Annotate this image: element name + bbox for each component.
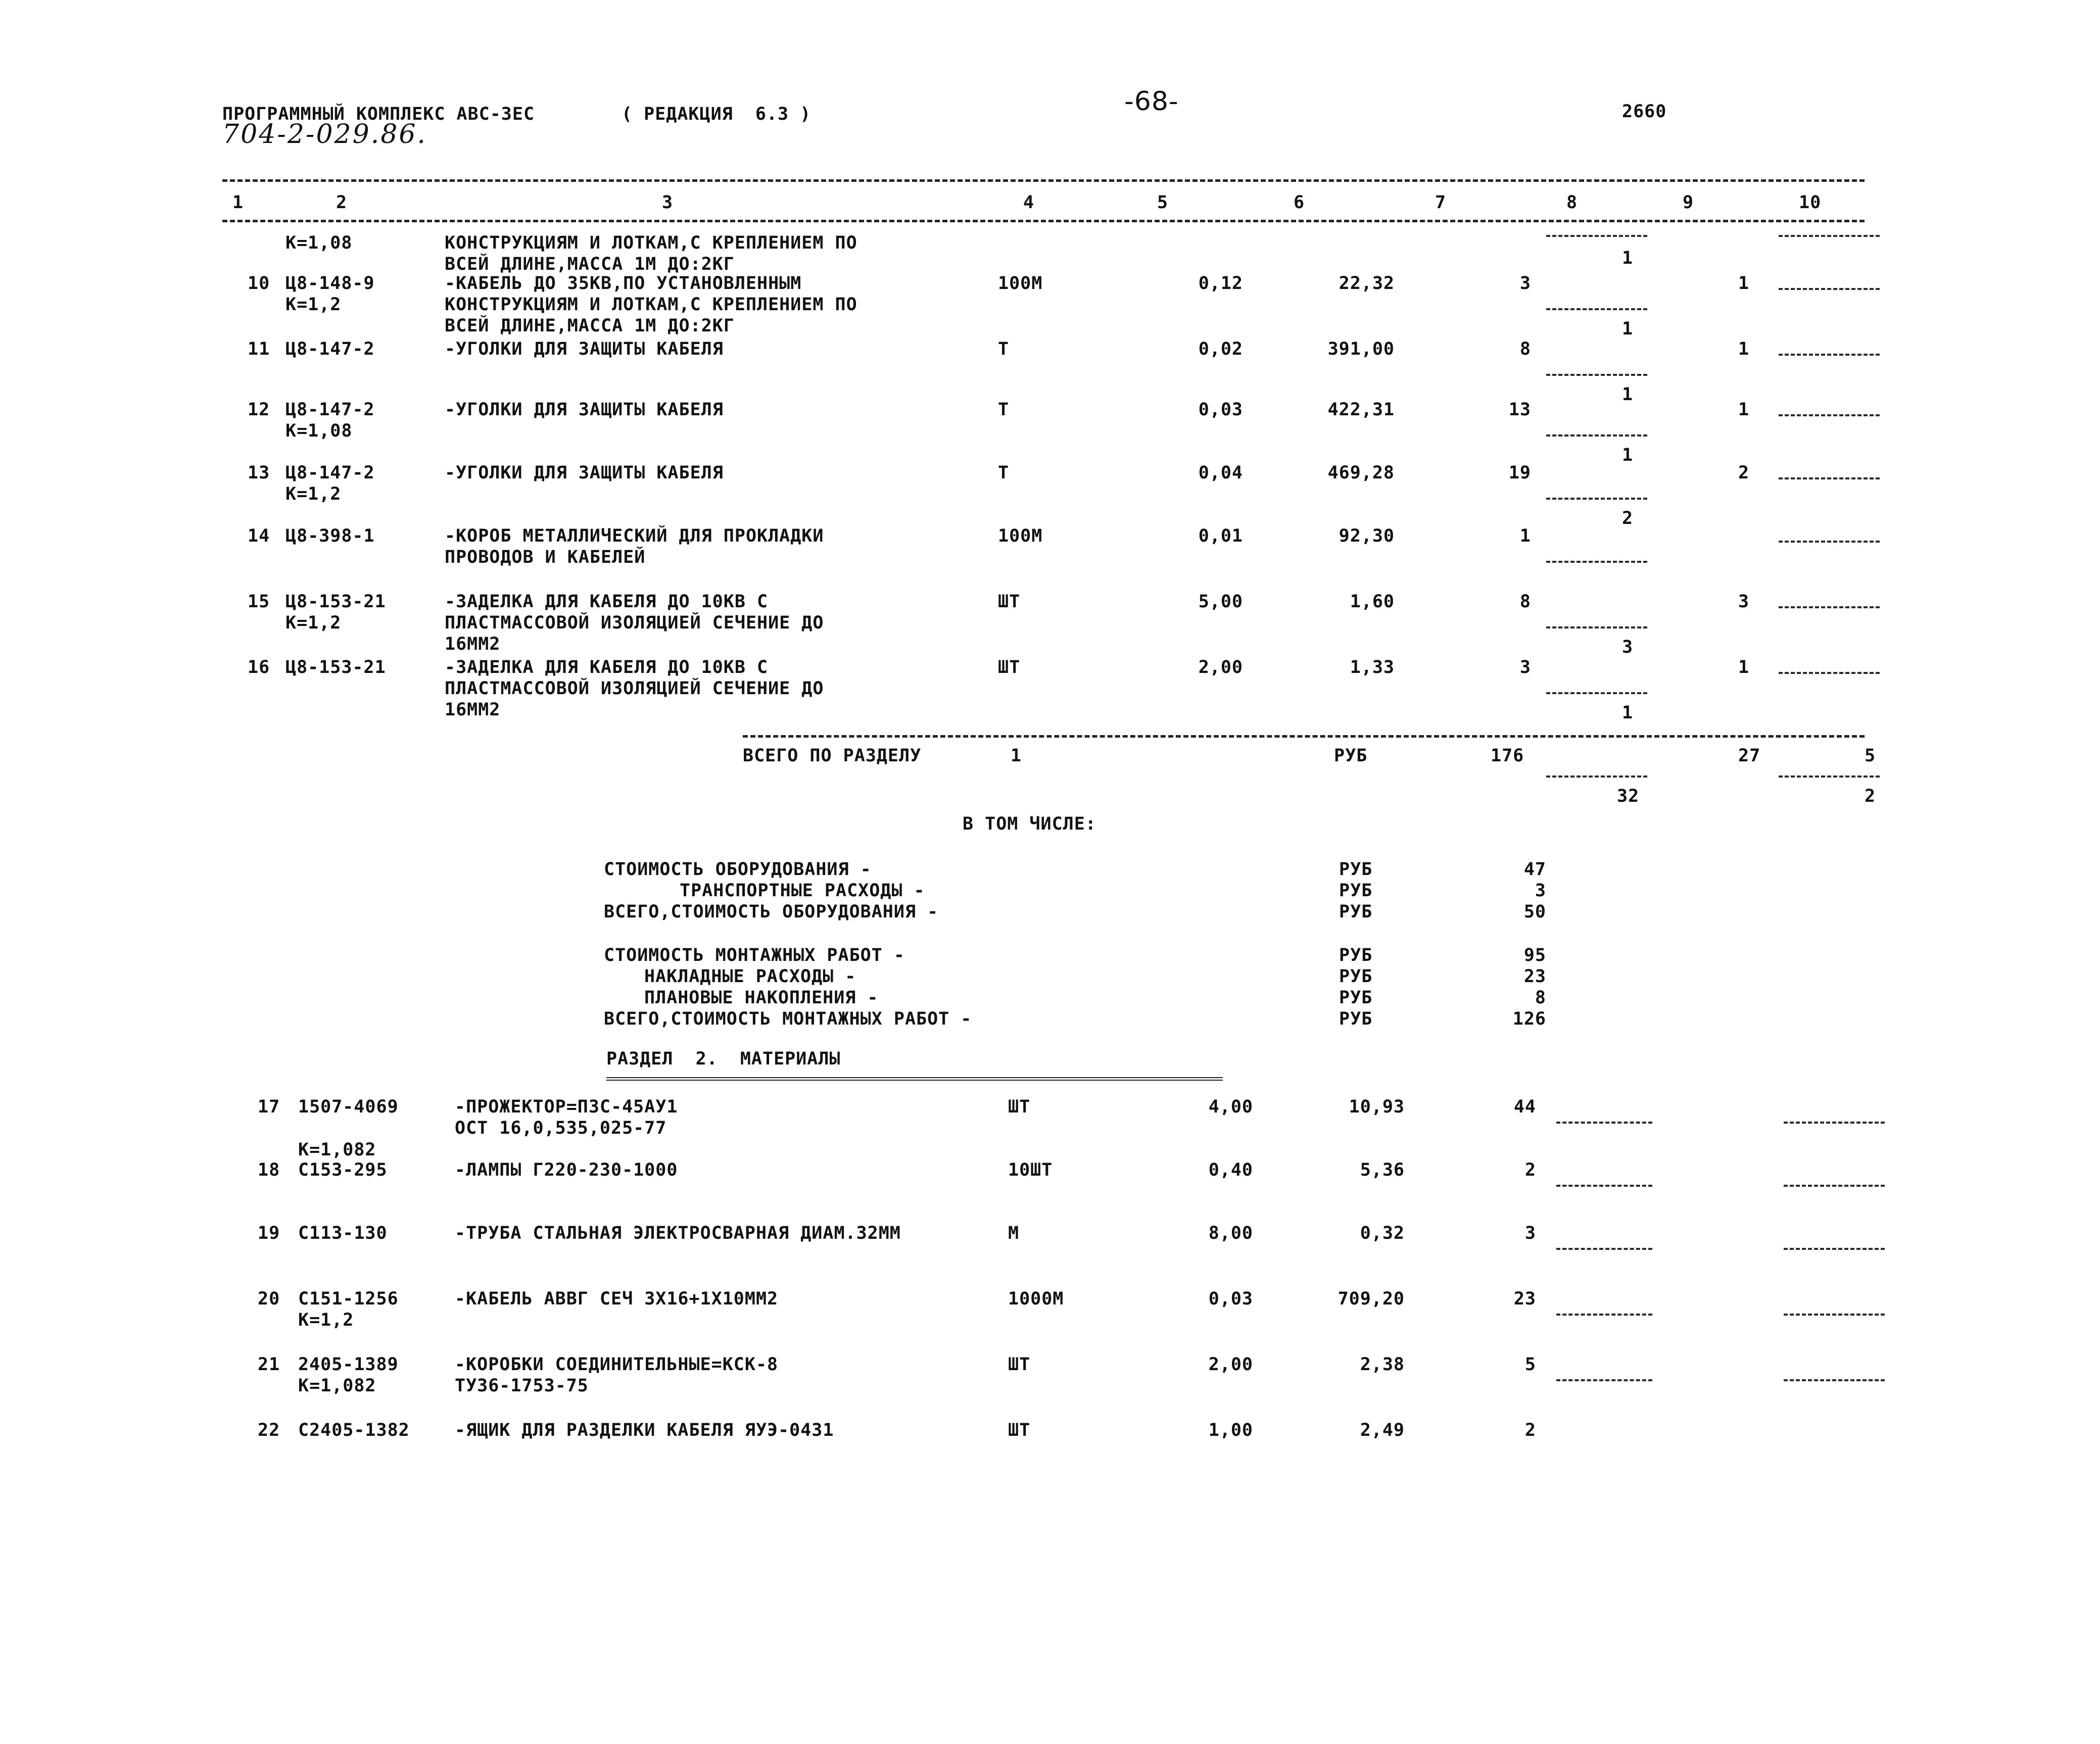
material-code: 1507-4069 bbox=[298, 1097, 399, 1117]
material-col10-line bbox=[1784, 1185, 1885, 1187]
material-quantity: 4,00 bbox=[1208, 1097, 1253, 1117]
material-number: 18 bbox=[258, 1160, 280, 1180]
row-unit: ШТ bbox=[998, 592, 1021, 612]
row-unit: Т bbox=[998, 400, 1010, 420]
row-col9: 2 bbox=[1738, 463, 1750, 483]
row-subtotal: 1 bbox=[1622, 703, 1634, 723]
row-description: -УГОЛКИ ДЛЯ ЗАЩИТЫ КАБЕЛЯ bbox=[445, 400, 724, 420]
material-number: 20 bbox=[258, 1289, 280, 1309]
row-description: ПЛАСТМАССОВОЙ ИЗОЛЯЦИЕЙ СЕЧЕНИЕ ДО bbox=[445, 679, 824, 699]
material-number: 17 bbox=[258, 1097, 280, 1117]
material-number: 22 bbox=[258, 1420, 280, 1440]
row-code: Ц8-148-9 bbox=[285, 273, 375, 294]
material-quantity: 2,00 bbox=[1208, 1354, 1253, 1375]
material-unit: М bbox=[1008, 1223, 1020, 1243]
material-subtotal-line bbox=[1556, 1379, 1652, 1381]
row-col10-line bbox=[1779, 606, 1880, 608]
material-subtotal-line bbox=[1556, 1122, 1652, 1124]
row-subtotal: 2 bbox=[1622, 508, 1634, 528]
row-col10-line bbox=[1779, 477, 1880, 479]
row-coefficient: К=1,2 bbox=[285, 484, 342, 504]
row-description: 16ММ2 bbox=[445, 634, 501, 654]
row-subtotal-line bbox=[1546, 308, 1647, 310]
material-code: С153-295 bbox=[298, 1160, 388, 1180]
row-unit-price: 422,31 bbox=[1327, 400, 1395, 420]
row-description: ПЛАСТМАССОВОЙ ИЗОЛЯЦИЕЙ СЕЧЕНИЕ ДО bbox=[445, 613, 824, 633]
material-description: -КОРОБКИ СОЕДИНИТЕЛЬНЫЕ=КСК-8 bbox=[455, 1354, 779, 1375]
section-total-unit: РУБ bbox=[1334, 746, 1368, 766]
material-description: -ТРУБА СТАЛЬНАЯ ЭЛЕКТРОСВАРНАЯ ДИАМ.32ММ bbox=[455, 1223, 901, 1243]
material-description: ОСТ 16,0,535,025-77 bbox=[455, 1118, 667, 1138]
row-unit-price: 1,60 bbox=[1350, 592, 1395, 612]
row-unit-price: 391,00 bbox=[1327, 339, 1395, 359]
row-subtotal-line bbox=[1546, 434, 1647, 437]
material-description: ТУ36-1753-75 bbox=[455, 1376, 589, 1396]
material-quantity: 8,00 bbox=[1208, 1223, 1253, 1243]
material-quantity: 0,03 bbox=[1208, 1289, 1253, 1309]
row-number: 10 bbox=[248, 273, 270, 294]
doc-code: 2660 bbox=[1622, 102, 1667, 122]
row-unit-price: 469,28 bbox=[1327, 463, 1395, 483]
section2-title: РАЗДЕЛ 2. МАТЕРИАЛЫ bbox=[606, 1049, 841, 1069]
row-subtotal-line bbox=[1546, 498, 1647, 500]
row-description: -ЗАДЕЛКА ДЛЯ КАБЕЛЯ ДО 10КВ С bbox=[445, 657, 769, 677]
including-unit: РУБ bbox=[1339, 966, 1373, 987]
material-unit: ШТ bbox=[1008, 1354, 1031, 1375]
material-coefficient: К=1,082 bbox=[298, 1140, 376, 1160]
total-rule bbox=[743, 735, 1865, 738]
row-unit-price: 1,33 bbox=[1350, 657, 1395, 677]
including-unit: РУБ bbox=[1339, 988, 1373, 1008]
material-description: -КАБЕЛЬ АВВГ СЕЧ 3Х16+1Х10ММ2 bbox=[455, 1289, 779, 1309]
row-quantity: 5,00 bbox=[1198, 592, 1243, 612]
row-description: 16ММ2 bbox=[445, 700, 501, 720]
material-unit: 10ШТ bbox=[1008, 1160, 1053, 1180]
row-subtotal-line bbox=[1546, 626, 1647, 628]
row-subtotal-line bbox=[1546, 561, 1647, 563]
including-value: 47 bbox=[1523, 859, 1546, 880]
row-col10-line bbox=[1779, 414, 1880, 416]
row-quantity: 2,00 bbox=[1198, 657, 1243, 677]
row-col9: 1 bbox=[1738, 273, 1750, 294]
section-total-col10: 5 bbox=[1865, 746, 1876, 766]
material-total: 2 bbox=[1524, 1160, 1536, 1180]
material-col10-line bbox=[1784, 1379, 1885, 1381]
row-description: КОНСТРУКЦИЯМ И ЛОТКАМ,С КРЕПЛЕНИЕМ ПО bbox=[445, 295, 857, 315]
row-unit-price: 92,30 bbox=[1339, 526, 1395, 546]
row-total: 8 bbox=[1519, 339, 1531, 359]
material-unit-price: 5,36 bbox=[1360, 1160, 1405, 1180]
row-unit: ШТ bbox=[998, 657, 1021, 677]
row-col9: 1 bbox=[1738, 339, 1750, 359]
row-subtotal-line bbox=[1546, 235, 1647, 237]
row-description: КОНСТРУКЦИЯМ И ЛОТКАМ,С КРЕПЛЕНИЕМ ПО bbox=[445, 233, 857, 253]
row-col9: 1 bbox=[1738, 400, 1750, 420]
row-code: К=1,08 bbox=[285, 233, 353, 253]
material-description: -ЯЩИК ДЛЯ РАЗДЕЛКИ КАБЕЛЯ ЯУЭ-0431 bbox=[455, 1420, 834, 1440]
material-unit-price: 709,20 bbox=[1338, 1289, 1405, 1309]
row-coefficient: К=1,08 bbox=[285, 421, 353, 441]
material-unit-price: 2,49 bbox=[1360, 1420, 1405, 1440]
row-total: 1 bbox=[1519, 526, 1531, 546]
row-total: 3 bbox=[1519, 273, 1531, 294]
including-unit: РУБ bbox=[1339, 945, 1373, 965]
section-total-value: 176 bbox=[1491, 746, 1524, 766]
section-total-col9: 27 bbox=[1738, 746, 1761, 766]
material-description: -ПРОЖЕКТОР=ПЗС-45АУ1 bbox=[455, 1097, 678, 1117]
row-description: -ЗАДЕЛКА ДЛЯ КАБЕЛЯ ДО 10КВ С bbox=[445, 592, 769, 612]
row-subtotal: 1 bbox=[1622, 319, 1634, 339]
row-description: -КОРОБ МЕТАЛЛИЧЕСКИЙ ДЛЯ ПРОКЛАДКИ bbox=[445, 526, 824, 546]
row-code: Ц8-147-2 bbox=[285, 339, 375, 359]
row-description: ВСЕЙ ДЛИНЕ,МАССА 1М ДО:2КГ bbox=[445, 316, 735, 336]
material-number: 19 bbox=[258, 1223, 280, 1243]
including-value: 126 bbox=[1512, 1009, 1546, 1029]
row-number: 14 bbox=[248, 526, 270, 546]
column-header: 9 bbox=[1683, 192, 1694, 213]
row-quantity: 0,02 bbox=[1198, 339, 1243, 359]
material-quantity: 0,40 bbox=[1208, 1160, 1253, 1180]
row-quantity: 0,04 bbox=[1198, 463, 1243, 483]
material-total: 3 bbox=[1524, 1223, 1536, 1243]
including-label: СТОИМОСТЬ МОНТАЖНЫХ РАБОТ - bbox=[604, 945, 905, 965]
including-unit: РУБ bbox=[1339, 859, 1373, 880]
edition-label: ( РЕДАКЦИЯ 6.3 ) bbox=[622, 104, 812, 124]
row-number: 15 bbox=[248, 592, 270, 612]
including-value: 23 bbox=[1523, 966, 1546, 987]
column-header: 2 bbox=[336, 192, 348, 213]
including-label: СТОИМОСТЬ ОБОРУДОВАНИЯ - bbox=[604, 859, 872, 880]
row-coefficient: К=1,2 bbox=[285, 295, 342, 315]
row-subtotal-line bbox=[1546, 374, 1647, 376]
section-total-num: 1 bbox=[1011, 746, 1022, 766]
material-col10-line bbox=[1784, 1122, 1885, 1124]
row-quantity: 0,03 bbox=[1198, 400, 1243, 420]
row-col10-line bbox=[1779, 235, 1880, 237]
total-col10-line bbox=[1779, 776, 1880, 778]
row-code: Ц8-398-1 bbox=[285, 526, 375, 546]
row-number: 13 bbox=[248, 463, 270, 483]
material-unit: 1000М bbox=[1008, 1289, 1064, 1309]
section-total-sub: 32 bbox=[1617, 786, 1640, 806]
page-number: -68- bbox=[1124, 86, 1179, 117]
total-subtotal-line bbox=[1546, 776, 1647, 778]
including-label: ВСЕГО,СТОИМОСТЬ МОНТАЖНЫХ РАБОТ - bbox=[604, 1009, 972, 1029]
material-total: 5 bbox=[1524, 1354, 1536, 1375]
material-code: С113-130 bbox=[298, 1223, 388, 1243]
row-quantity: 0,12 bbox=[1198, 273, 1243, 294]
row-description: -УГОЛКИ ДЛЯ ЗАЩИТЫ КАБЕЛЯ bbox=[445, 339, 724, 359]
material-subtotal-line bbox=[1556, 1314, 1652, 1316]
header-rule-top bbox=[222, 179, 1865, 182]
row-description: -КАБЕЛЬ ДО 35КВ,ПО УСТАНОВЛЕННЫМ bbox=[445, 273, 802, 294]
row-unit: 100М bbox=[998, 526, 1043, 546]
material-total: 44 bbox=[1513, 1097, 1536, 1117]
material-unit: ШТ bbox=[1008, 1420, 1031, 1440]
row-description: -УГОЛКИ ДЛЯ ЗАЩИТЫ КАБЕЛЯ bbox=[445, 463, 724, 483]
material-code: С2405-1382 bbox=[298, 1420, 410, 1440]
row-number: 16 bbox=[248, 657, 270, 677]
section-total-col10b: 2 bbox=[1865, 786, 1876, 806]
material-code: 2405-1389 bbox=[298, 1354, 399, 1375]
row-col10-line bbox=[1779, 672, 1880, 674]
program-title: ПРОГРАММНЫЙ КОМПЛЕКС АВС-3ЕС bbox=[222, 104, 535, 124]
column-header: 7 bbox=[1435, 192, 1447, 213]
row-total: 19 bbox=[1508, 463, 1531, 483]
row-unit-price: 22,32 bbox=[1339, 273, 1395, 294]
material-col10-line bbox=[1784, 1314, 1885, 1316]
row-subtotal: 1 bbox=[1622, 445, 1634, 465]
row-number: 11 bbox=[248, 339, 270, 359]
material-subtotal-line bbox=[1556, 1248, 1652, 1250]
row-unit: Т bbox=[998, 339, 1010, 359]
material-coefficient: К=1,082 bbox=[298, 1376, 376, 1396]
material-unit: ШТ bbox=[1008, 1097, 1031, 1117]
material-unit-price: 10,93 bbox=[1349, 1097, 1405, 1117]
including-unit: РУБ bbox=[1339, 881, 1373, 901]
material-total: 23 bbox=[1513, 1289, 1536, 1309]
row-col9: 3 bbox=[1738, 592, 1750, 612]
material-total: 2 bbox=[1524, 1420, 1536, 1440]
row-coefficient: К=1,2 bbox=[285, 613, 342, 633]
material-code: С151-1256 bbox=[298, 1289, 399, 1309]
row-subtotal: 1 bbox=[1622, 248, 1634, 268]
row-unit: Т bbox=[998, 463, 1010, 483]
material-unit-price: 0,32 bbox=[1360, 1223, 1405, 1243]
row-subtotal: 3 bbox=[1622, 637, 1634, 657]
row-total: 13 bbox=[1508, 400, 1531, 420]
section2-underline bbox=[606, 1077, 1223, 1081]
column-header: 6 bbox=[1294, 192, 1305, 213]
column-header: 8 bbox=[1566, 192, 1578, 213]
column-header: 10 bbox=[1799, 192, 1822, 213]
row-subtotal: 1 bbox=[1622, 384, 1634, 405]
column-header: 4 bbox=[1023, 192, 1035, 213]
row-code: Ц8-153-21 bbox=[285, 657, 386, 677]
including-value: 95 bbox=[1523, 945, 1546, 965]
material-unit-price: 2,38 bbox=[1360, 1354, 1405, 1375]
row-col10-line bbox=[1779, 354, 1880, 356]
including-label: ПЛАНОВЫЕ НАКОПЛЕНИЯ - bbox=[644, 988, 879, 1008]
row-code: Ц8-147-2 bbox=[285, 463, 375, 483]
including-label: ТРАНСПОРТНЫЕ РАСХОДЫ - bbox=[680, 881, 925, 901]
row-number: 12 bbox=[248, 400, 270, 420]
column-header: 5 bbox=[1157, 192, 1169, 213]
row-col10-line bbox=[1779, 541, 1880, 543]
column-header: 1 bbox=[232, 192, 244, 213]
row-subtotal-line bbox=[1546, 692, 1647, 694]
row-unit: 100М bbox=[998, 273, 1043, 294]
row-total: 8 bbox=[1519, 592, 1531, 612]
including-value: 8 bbox=[1535, 988, 1546, 1008]
including-heading: В ТОМ ЧИСЛЕ: bbox=[963, 814, 1096, 834]
row-quantity: 0,01 bbox=[1198, 526, 1243, 546]
section-total-label: ВСЕГО ПО РАЗДЕЛУ bbox=[743, 746, 922, 766]
project-code: 704-2-029.86. bbox=[222, 119, 427, 150]
material-subtotal-line bbox=[1556, 1185, 1652, 1187]
including-value: 3 bbox=[1535, 881, 1546, 901]
including-value: 50 bbox=[1523, 902, 1546, 922]
column-header: 3 bbox=[662, 192, 674, 213]
material-description: -ЛАМПЫ Г220-230-1000 bbox=[455, 1160, 678, 1180]
row-col9: 1 bbox=[1738, 657, 1750, 677]
row-code: Ц8-153-21 bbox=[285, 592, 386, 612]
row-code: Ц8-147-2 bbox=[285, 400, 375, 420]
including-unit: РУБ bbox=[1339, 902, 1373, 922]
row-col10-line bbox=[1779, 288, 1880, 290]
row-description: ВСЕЙ ДЛИНЕ,МАССА 1М ДО:2КГ bbox=[445, 254, 735, 274]
material-coefficient: К=1,2 bbox=[298, 1310, 354, 1330]
material-quantity: 1,00 bbox=[1208, 1420, 1253, 1440]
material-col10-line bbox=[1784, 1248, 1885, 1250]
header-rule-bottom bbox=[222, 220, 1865, 222]
including-unit: РУБ bbox=[1339, 1009, 1373, 1029]
row-total: 3 bbox=[1519, 657, 1531, 677]
row-description: ПРОВОДОВ И КАБЕЛЕЙ bbox=[445, 547, 646, 567]
material-number: 21 bbox=[258, 1354, 280, 1375]
including-label: НАКЛАДНЫЕ РАСХОДЫ - bbox=[644, 966, 856, 987]
including-label: ВСЕГО,СТОИМОСТЬ ОБОРУДОВАНИЯ - bbox=[604, 902, 939, 922]
